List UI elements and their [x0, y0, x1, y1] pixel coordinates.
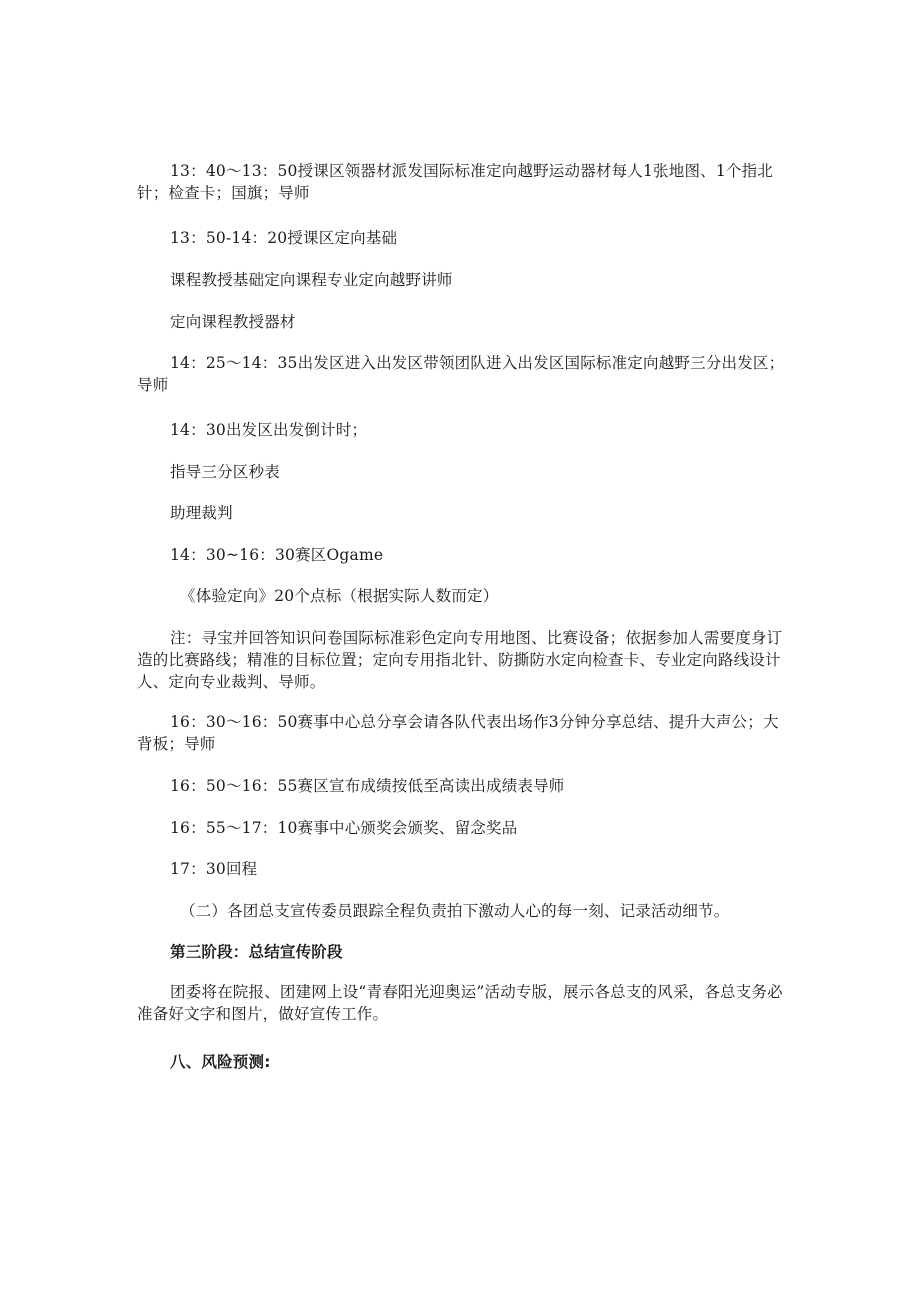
publicity-paragraph: （二）各团总支宣传委员跟踪全程负责拍下激动人心的每一刻、记录活动细节。 — [180, 902, 730, 920]
note-paragraph: 注：寻宝并回答知识问卷国际标准彩色定向专用地图、比赛设备；依据参加人需要度身订造的比赛路线；精准的目标位置；定向专用指北针、防撕防水定向检查卡、专业定向路线设计人、定向专业裁判、导师。 — [137, 629, 783, 691]
phase-three-heading: 第三阶段：总结宣传阶段 — [170, 943, 343, 961]
schedule-item-course-equipment: 定向课程教授器材 — [170, 313, 296, 331]
schedule-item-sharing: 16：30～16：50赛事中心总分享会请各队代表出场作3分钟分享总结、提升大声公；大背板；导师 — [137, 713, 779, 753]
schedule-item-experience: 《体验定向》20个点标（根据实际人数而定） — [180, 587, 499, 605]
schedule-item-return: 17：30回程 — [170, 860, 258, 878]
schedule-item-basics: 13：50-14：20授课区定向基础 — [170, 229, 398, 247]
schedule-item-start-area: 14：25～14：35出发区进入出发区带领团队进入出发区国际标准定向越野三分出发区；导师 — [137, 354, 785, 394]
schedule-item-guide: 指导三分区秒表 — [170, 463, 280, 481]
schedule-item-results: 16：50～16：55赛区宣布成绩按低至高读出成绩表导师 — [170, 777, 565, 795]
schedule-item-awards: 16：55～17：10赛事中心颁奖会颁奖、留念奖品 — [170, 819, 518, 837]
schedule-item-equipment: 13：40～13：50授课区领器材派发国际标准定向越野运动器材每人1张地图、1个指北针；检查卡；国旗；导师 — [137, 162, 774, 202]
schedule-item-game: 14：30~16：30赛区Ogame — [170, 546, 384, 564]
schedule-item-countdown: 14：30出发区出发倒计时； — [170, 421, 368, 439]
schedule-item-referee: 助理裁判 — [170, 504, 233, 522]
schedule-item-course: 课程教授基础定向课程专业定向越野讲师 — [170, 271, 453, 289]
risk-heading: 八、风险预测: — [170, 1053, 271, 1071]
phase-three-paragraph: 团委将在院报、团建网上设“青春阳光迎奥运”活动专版，展示各总支的风采，各总支务必准备好文字和图片，做好宣传工作。 — [137, 983, 783, 1023]
